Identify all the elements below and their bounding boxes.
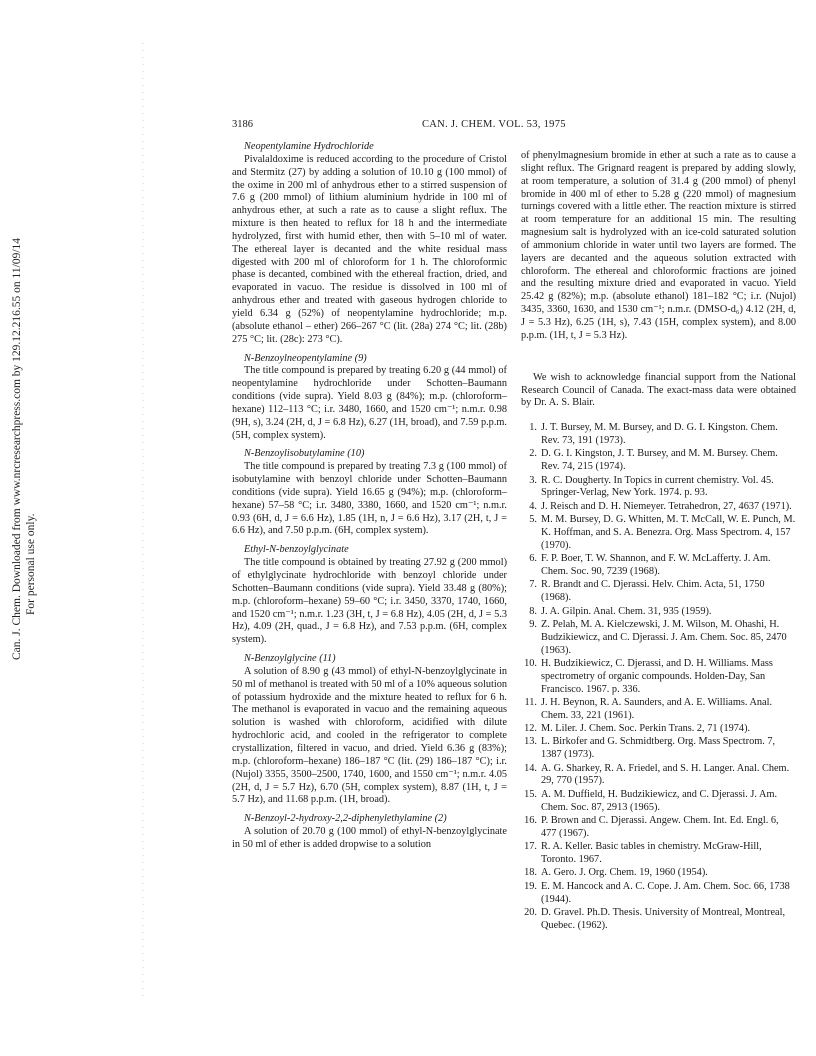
- reference-number: 6.: [529, 553, 537, 565]
- section-text: The title compound is prepared by treating 7.3 g (100 mmol) of isobutylamine with benzoyl chloride under Schotten–Baumann conditions (vide supra). Yield 16.65 g (94%); m.p. (chloroform–hexane) 57–58 °C; i.r. 3480, 3380, 1660, and 1520 cm⁻¹; n.m.r. 0.93 (6H, d, J = 6.6 Hz), 1.85 (1H, n, J = 6.6 Hz), 3.17 (2H, t, J = 6.6 Hz), and 7.50 p.p.m. (6H, complex system).: [232, 461, 507, 537]
- section-heading: Neopentylamine Hydrochloride: [244, 141, 374, 152]
- reference-item: [521, 619, 796, 658]
- reference-text: J. Reisch and D. H. Niemeyer. Tetrahedron, 27, 4637 (1971).: [541, 500, 792, 512]
- reference-item: [521, 763, 796, 789]
- reference-text: A. Gero. J. Org. Chem. 19, 1960 (1954).: [541, 867, 708, 879]
- reference-number: 11.: [524, 696, 537, 708]
- reference-text: H. Budzikiewicz, C. Djerassi, and D. H. Williams. Mass spectrometry of organic compounds. Holden-Day, San Francisco. 1967. p. 336.: [541, 657, 773, 695]
- reference-text: R. C. Dougherty. In Topics in current chemistry. Vol. 45. Springer-Verlag, New York. 1974. p. 93.: [541, 474, 774, 499]
- reference-number: 16.: [524, 815, 537, 826]
- section-text: The title compound is obtained by treating 27.92 g (200 mmol) of ethylglycinate hydrochloride with benzoyl chloride under Schotten–Baumann conditions (vide supra). Yield 33.48 g (80%); m.p. (chloroform–hexane) 59–60 °C; i.r. 3450, 3370, 1740, 1660, and 1520 cm⁻¹; n.m.r. 1.23 (3H, t, J = 6.8 Hz), 4.05 (2H, d, J = 5.3 Hz), 4.09 (2H, quad., J = 6.8 Hz), and 7.53 p.p.m. (6H, complex system).: [232, 557, 507, 646]
- scan-margin-dots: [142, 40, 144, 1000]
- reference-item: [521, 697, 796, 723]
- reference-text: D. G. I. Kingston, J. T. Bursey, and M. M. Bursey. Chem. Rev. 74, 215 (1974).: [541, 448, 778, 473]
- reference-text: M. Liler. J. Chem. Soc. Perkin Trans. 2, 71 (1974).: [541, 723, 751, 735]
- reference-number: 4.: [529, 500, 537, 512]
- section-heading: N-Benzoylisobutylamine (10): [244, 448, 365, 460]
- section-heading: Ethyl-N-benzoylglycinate: [244, 544, 349, 556]
- download-watermark: [6, 237, 40, 660]
- section-text: The title compound is prepared by treating 6.20 g (44 mmol) of neopentylamine hydrochloride under Schotten–Baumann conditions (vide supra). Yield 8.03 g (84%); m.p. (chloroform–hexane) 112–113 °C; i.r. 3480, 1660, and 1520 cm⁻¹; n.m.r. 0.98 (9H, s), 3.24 (2H, d, J = 6.8 Hz), 6.27 (1H, broad), and 7.59 p.p.m. (5H, complex system).: [232, 365, 507, 441]
- reference-number: 7.: [529, 579, 537, 591]
- reference-item: [521, 579, 796, 605]
- reference-number: 2.: [529, 448, 537, 460]
- reference-number: 8.: [529, 605, 537, 617]
- page-number: 3186: [232, 119, 253, 130]
- running-header: [232, 118, 798, 132]
- reference-text: R. A. Keller. Basic tables in chemistry. McGraw-Hill, Toronto. 1967.: [541, 841, 762, 866]
- procedure-section: [232, 813, 507, 852]
- reference-item: [521, 815, 796, 841]
- reference-text: A. G. Sharkey, R. A. Friedel, and S. H. Langer. Anal. Chem. 29, 770 (1957).: [541, 762, 790, 787]
- procedure-section: [232, 653, 507, 807]
- continued-text: of phenylmagnesium bromide in ether at such a rate as to cause a slight reflux. The Grignard reagent is prepared by adding slowly, at room temperature, a solution of 31.4 g (200 mmol) of phenyl bromide in 400 ml of ether to 5.28 g (220 mmol) of magnesium turnings covered with a little ether. The reaction mixture is stirred at room temperature for an additional 15 min. The resulting magnesium salt is hydrolyzed with an ice-cold saturated solution of ammonium chloride in water until two layers are formed. The layers are decanted and the aqueous solution extracted with chloroform. The ethereal and chloroformic fractions are joined and the resulting mixture dried and evaporated in vacuo. Yield 25.42 g (82%); m.p. (absolute ethanol) 181–182 °C; i.r. (Nujol) 3435, 3360, 1630, and 1530 cm⁻¹; n.m.r. (DMSO-d₆) 4.12 (2H, d, J = 5.3 Hz), 6.25 (1H, s), 7.43 (15H, complex system), and 8.00 p.p.m. (1H, t, J = 5.3 Hz).: [521, 150, 796, 341]
- reference-item: [521, 789, 796, 815]
- reference-item: [521, 907, 796, 933]
- reference-number: 3.: [529, 474, 537, 486]
- journal-citation: CAN. J. CHEM. VOL. 53, 1975: [422, 119, 566, 130]
- reference-number: 9.: [529, 618, 537, 630]
- reference-item: [521, 501, 796, 514]
- reference-item: [521, 881, 796, 907]
- reference-item: [521, 723, 796, 736]
- reference-number: 20.: [524, 906, 537, 918]
- journal-page: [232, 118, 798, 1038]
- reference-item: [521, 514, 796, 553]
- reference-item: [521, 422, 796, 448]
- reference-text: Z. Pelah, M. A. Kielczewski, J. M. Wilson, M. Ohashi, H. Budzikiewicz, and C. Djerassi. J. Am. Chem. Soc. 85, 2470 (1963).: [541, 618, 787, 656]
- reference-text: A. M. Duffield, H. Budzikiewicz, and C. Djerassi. J. Am. Chem. Soc. 87, 2913 (1965).: [541, 788, 778, 813]
- reference-number: 10.: [524, 657, 537, 669]
- reference-item: [521, 658, 796, 697]
- reference-number: 13.: [524, 736, 537, 748]
- section-text: Pivalaldoxime is reduced according to the procedure of Cristol and Stermitz (27) by adding a solution of 10.10 g (100 mmol) of the oxime in 200 ml of anhydrous ether to a stirred suspension of 7.6 g (200 mmol) of lithium aluminium hydride in 100 ml of anhydrous ether, at such a rate as to cause a slight reflux. The mixture is then heated to reflux for 18 h and the intermediate hydrolyzed, first with humid ether, then with 5–10 ml of water. The ethereal layer is decanted and the white residual mass digested with 200 ml of chloroform for 1 h. The chloroformic phase is decanted, combined with the ethereal fraction, dried, and evaporated in vacuo. The residue is dissolved in 100 ml of anhydrous ether and treated with gaseous hydrogen chloride to yield 6.34 g (52%) of neopentylamine hydrochloride; m.p. (absolute ethanol – ether) 266–267 °C (lit. (28a) 274 °C; lit. (28b) 275 °C; lit. (28c): 273 °C).: [232, 153, 507, 345]
- procedure-section: [232, 544, 507, 647]
- reference-number: 5.: [529, 514, 537, 526]
- personal-use-notice: For personal use only.: [25, 513, 37, 615]
- section-heading: N-Benzoyl-2-hydroxy-2,2-diphenylethylamine (2): [244, 813, 447, 825]
- left-column: [232, 141, 507, 858]
- reference-list: [521, 422, 796, 932]
- section-text: A solution of 8.90 g (43 mmol) of ethyl-N-benzoylglycinate in 50 ml of methanol is treated with 50 ml of a 10% aqueous solution of potassium hydroxide and the mixture heated to reflux for 6 h. The methanol is evaporated in vacuo and the remaining aqueous solution is washed with chloroform, acidified with dilute hydrochloric acid, and cooled in the refrigerator to complete crystallization, filtered in vacuo, and dried. Yield 6.36 g (83%); m.p. (chloroform–hexane) 186–187 °C (lit. (29) 186–187 °C); i.r. (Nujol) 3355, 3500–2500, 1740, 1600, and 1550 cm⁻¹; n.m.r. 4.05 (2H, d, J = 5.7 Hz), 6.70 (5H, complex system), 8.87 (1H, t, J = 5.7 Hz), and 11.68 p.p.m. (1H, broad).: [232, 665, 507, 806]
- right-column: [521, 150, 796, 933]
- section-text: A solution of 20.70 g (100 mmol) of ethyl-N-benzoylglycinate in 50 ml of ether is added dropwise to a solution: [232, 826, 507, 850]
- reference-number: 18.: [524, 867, 537, 879]
- reference-item: [521, 867, 796, 880]
- procedure-section: [232, 141, 507, 347]
- reference-text: P. Brown and C. Djerassi. Angew. Chem. Int. Ed. Engl. 6, 477 (1967).: [541, 815, 779, 839]
- reference-item: [521, 606, 796, 619]
- reference-text: M. M. Bursey, D. G. Whitten, M. T. McCall, W. E. Punch, M. K. Hoffman, and S. A. Benezra. Org. Mass Spectrom. 4, 157 (1970).: [541, 514, 796, 551]
- section-heading: N-Benzoylglycine (11): [244, 653, 336, 665]
- procedure-section: [232, 448, 507, 538]
- reference-item: [521, 475, 796, 501]
- reference-text: J. H. Beynon, R. A. Saunders, and A. E. Williams. Anal. Chem. 33, 221 (1961).: [541, 696, 773, 721]
- procedure-section: [232, 353, 507, 443]
- reference-text: R. Brandt and C. Djerassi. Helv. Chim. Acta, 51, 1750 (1968).: [541, 579, 765, 604]
- download-notice: Can. J. Chem. Downloaded from www.nrcresearchpress.com by 129.12.216.55 on 11/09/14: [11, 237, 23, 660]
- reference-item: [521, 553, 796, 579]
- reference-text: D. Gravel. Ph.D. Thesis. University of Montreal, Montreal, Quebec. (1962).: [541, 906, 786, 931]
- reference-item: [521, 841, 796, 867]
- section-heading: N-Benzoylneopentylamine (9): [244, 352, 367, 364]
- reference-number: 17.: [524, 841, 537, 853]
- reference-item: [521, 448, 796, 474]
- reference-item: [521, 736, 796, 762]
- reference-number: 1.: [529, 422, 537, 434]
- reference-text: E. M. Hancock and A. C. Cope. J. Am. Chem. Soc. 66, 1738 (1944).: [541, 880, 790, 905]
- reference-number: 12.: [524, 723, 537, 735]
- reference-text: L. Birkofer and G. Schmidtberg. Org. Mass Spectrom. 7, 1387 (1973).: [541, 736, 776, 761]
- reference-number: 19.: [524, 880, 537, 892]
- reference-number: 14.: [524, 762, 537, 774]
- reference-text: J. A. Gilpin. Anal. Chem. 31, 935 (1959).: [541, 605, 712, 617]
- reference-text: J. T. Bursey, M. M. Bursey, and D. G. I. Kingston. Chem. Rev. 73, 191 (1973).: [541, 422, 778, 447]
- reference-number: 15.: [524, 788, 537, 800]
- reference-text: F. P. Boer, T. W. Shannon, and F. W. McLafferty. J. Am. Chem. Soc. 90, 7239 (1968).: [541, 553, 771, 577]
- acknowledgement: We wish to acknowledge financial support from the National Research Council of Canada. The exact-mass data were obtained by Dr. A. S. Blair.: [521, 371, 796, 409]
